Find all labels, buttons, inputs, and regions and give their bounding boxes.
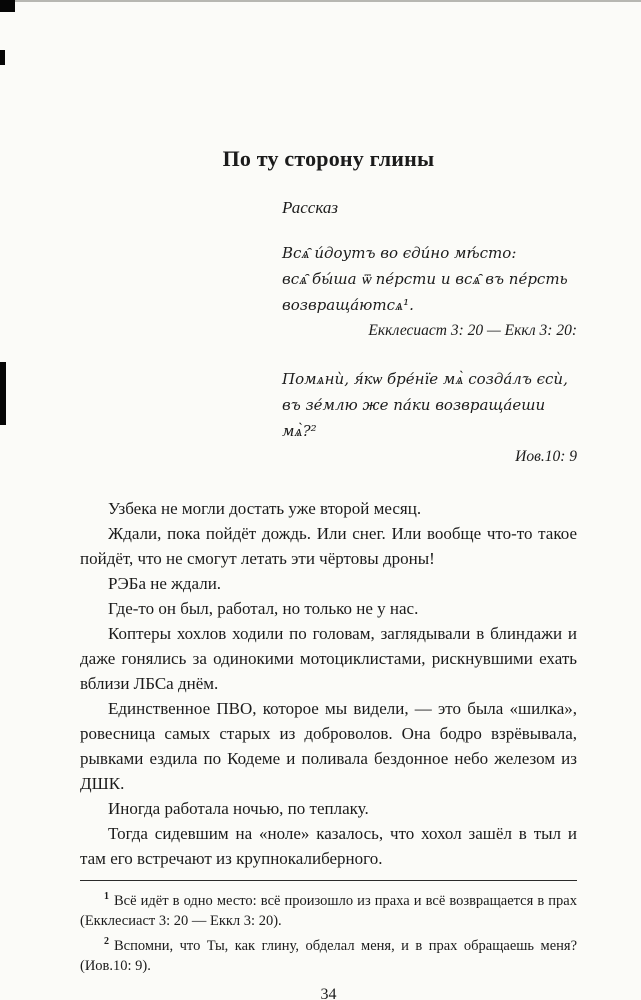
story-subtitle: Рассказ xyxy=(282,198,338,217)
paragraph: Единственное ПВО, которое мы видели, — это была «шилка», ровесница самых старых из доброволов. Она бодро взрёвывала, рывками ездила по Кодеме и поливала бездонное небо железом из ДШК. xyxy=(80,699,577,793)
scan-artifact-top-edge xyxy=(0,0,641,2)
story-title: По ту сторону глины xyxy=(222,146,435,171)
paragraph: Узбека не могли достать уже второй месяц. xyxy=(108,499,422,518)
paragraph: Где-то он был, работал, но только не у нас. xyxy=(108,599,419,618)
epigraph-line: Помѧнѝ, я́кѡ бре́нїе мѧ̀ созда́лъ єсѝ, xyxy=(282,370,568,388)
footnote-marker: 1 xyxy=(104,891,109,902)
epigraph-line: въ зе́млю же па́ки возвраща́еши мѧ̀?² xyxy=(282,396,546,440)
epigraph-line: всѧ̑ бы́ша ѿ пе́рсти и всѧ̑ въ пе́рсть xyxy=(282,270,568,288)
paragraph: РЭБа не ждали. xyxy=(108,574,222,593)
footnote-marker: 2 xyxy=(104,935,109,947)
paragraph: Иногда работала ночью, по теплаку. xyxy=(108,799,369,818)
scan-artifact-left-mark xyxy=(0,50,5,65)
paragraph: Ждали, пока пойдёт дождь. Или снег. Или вообще что-то такое пойдёт, что не смогут летать эти чёртовы дроны! xyxy=(80,524,577,568)
footnote-text: Вспомни, что Ты, как глину, обделал меня, и в прах обращаешь меня? (Иов.10: 9). xyxy=(80,937,577,975)
story-body xyxy=(80,496,577,871)
epigraph-line: Всѧ̑ и́доутъ во єди́но мѣ́сто: xyxy=(282,244,517,262)
scan-artifact-corner xyxy=(0,0,15,12)
paragraph: Тогда сидевшим на «ноле» казалось, что хохол зашёл в тыл и там его встречают из крупнокалиберного. xyxy=(80,824,577,868)
epigraph-source: Иов.10: 9 xyxy=(515,448,577,465)
footnote-divider xyxy=(80,880,577,881)
epigraph-source: Екклесиаст 3: 20 — Еккл 3: 20: xyxy=(368,322,577,339)
footnote xyxy=(80,932,577,977)
epigraph-job xyxy=(282,366,577,470)
footnote-text: Всё идёт в одно место: всё произошло из праха и всё возвращается в прах (Екклесиаст 3: 20 — Еккл 3: 20). xyxy=(80,892,577,930)
paragraph: Коптеры хохлов ходили по головам, заглядывали в блиндажи и даже гонялись за одинокими мотоциклистами, рискнувшими ехать вблизи ЛБСа днём. xyxy=(80,624,577,693)
page-number: 34 xyxy=(320,985,337,1000)
footnote xyxy=(80,887,577,932)
epigraph-ecclesiastes xyxy=(282,240,577,344)
epigraph-line: возвраща́ютсѧ¹. xyxy=(282,296,414,314)
scan-artifact-left-strip xyxy=(0,362,6,425)
footnotes xyxy=(80,887,577,977)
